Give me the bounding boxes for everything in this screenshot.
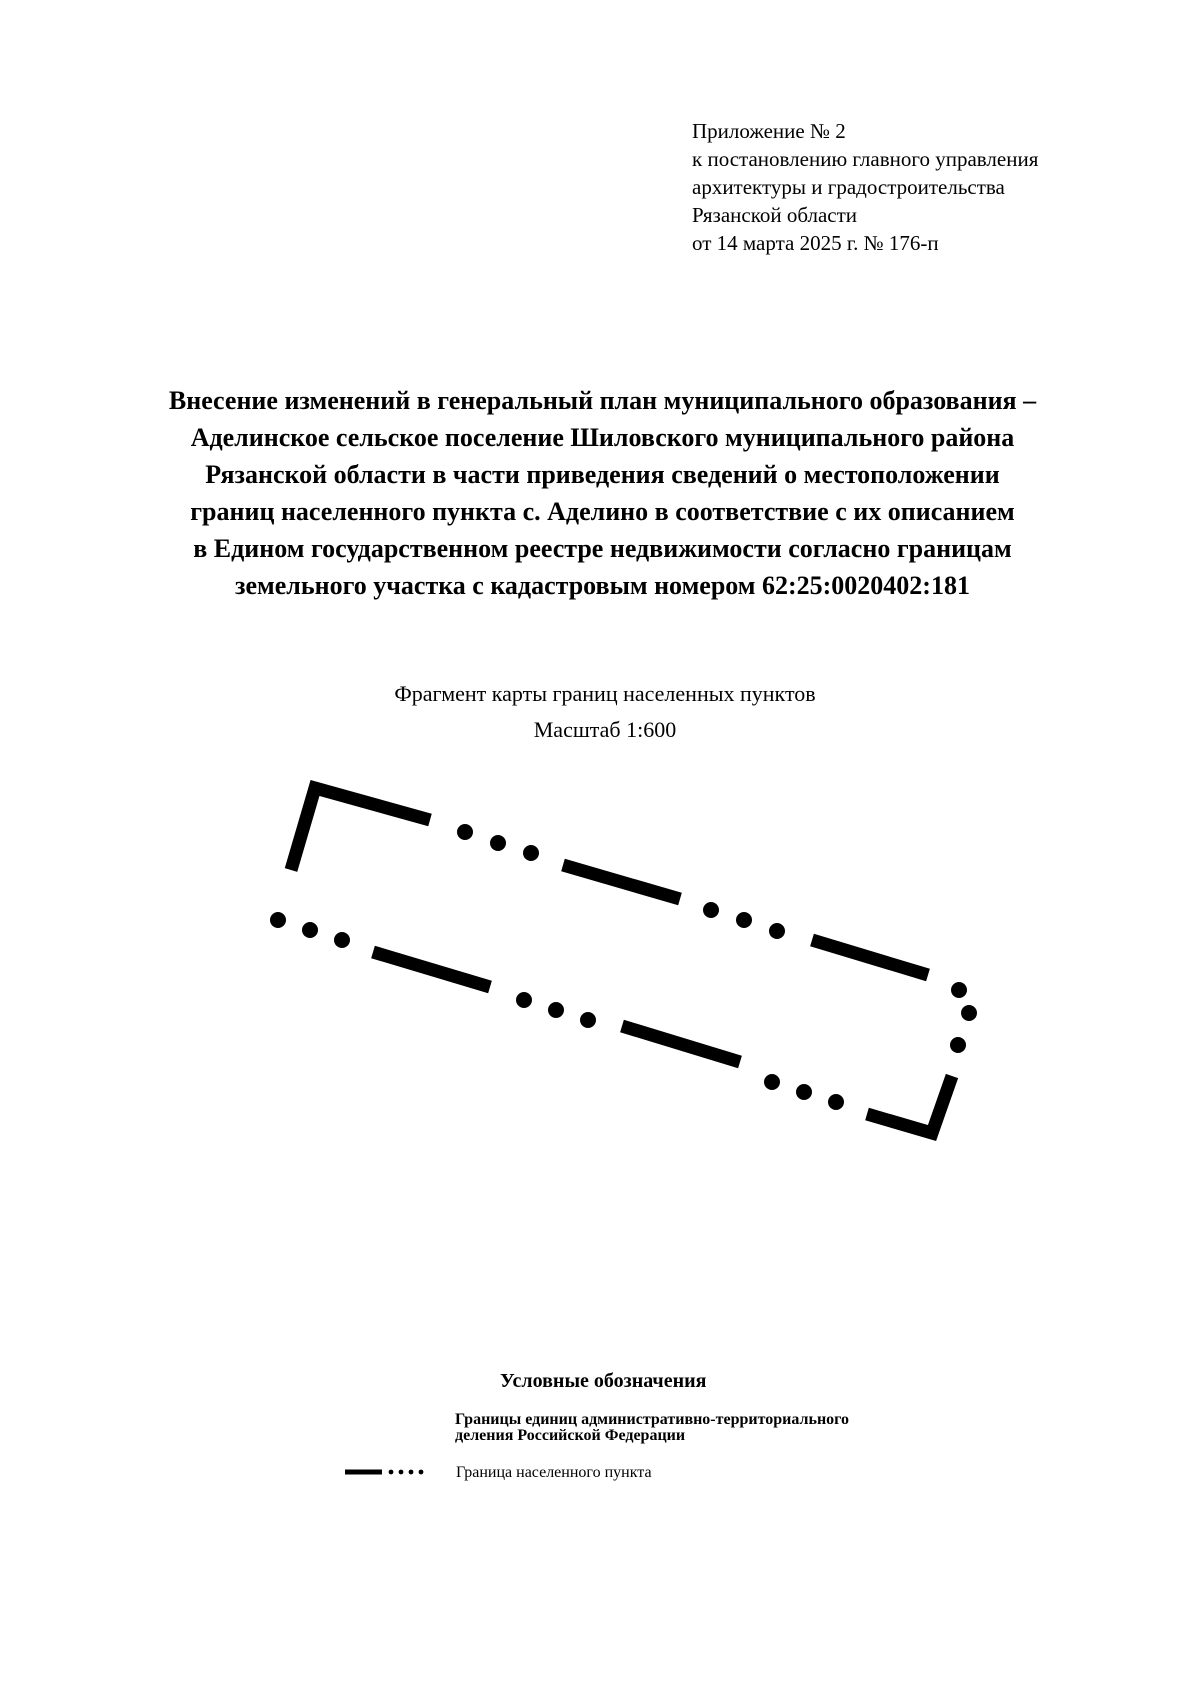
boundary-dots [270, 824, 977, 1110]
boundary-dot [796, 1084, 812, 1100]
boundary-dot [703, 902, 719, 918]
boundary-dot [764, 1074, 780, 1090]
map-caption: Фрагмент карты границ населенных пунктов [394, 681, 816, 706]
appendix-line: к постановлению главного управления [692, 147, 1039, 171]
boundary-dot [457, 824, 473, 840]
settlement-boundary-symbol [345, 1462, 445, 1482]
boundary-dot [490, 835, 506, 851]
legend-title: Условные обозначения [500, 1370, 707, 1392]
settlement-boundary [291, 788, 952, 1133]
boundary-dot [334, 932, 350, 948]
appendix-line: от 14 марта 2025 г. № 176-п [692, 231, 939, 255]
boundary-dot [580, 1012, 596, 1028]
boundary-dot [961, 1005, 977, 1021]
boundary-dot [736, 912, 752, 928]
boundary-dot [523, 845, 539, 861]
title-line: в Едином государственном реестре недвижимости согласно границам [193, 534, 1012, 563]
boundary-dash [867, 1076, 952, 1133]
legend-group-heading [455, 1412, 849, 1444]
appendix-line: архитектуры и градостроительства [692, 175, 1005, 199]
appendix-line: Приложение № 2 [692, 119, 846, 143]
boundary-dash [563, 865, 680, 899]
boundary-dot [548, 1002, 564, 1018]
title-line: границ населенного пункта с. Аделино в соответствие с их описанием [190, 497, 1015, 526]
boundary-dot [516, 992, 532, 1008]
legend-heading-line: деления Российской Федерации [455, 1427, 686, 1444]
boundary-dot [302, 922, 318, 938]
boundary-dot [950, 1037, 966, 1053]
appendix-line: Рязанской области [692, 203, 858, 227]
title-line: земельного участка с кадастровым номером 62:25:0020402:181 [235, 571, 970, 600]
legend-item-label: Граница населенного пункта [456, 1464, 652, 1481]
settlement-boundary-map [0, 760, 1200, 1180]
boundary-dash [291, 788, 430, 870]
map-caption-block [0, 676, 1200, 748]
title-line: Внесение изменений в генеральный план муниципального образования – [168, 386, 1037, 415]
boundary-dash [622, 1026, 740, 1062]
boundary-dot [270, 912, 286, 928]
boundary-dot [951, 982, 967, 998]
boundary-dot [769, 923, 785, 939]
map-scale: Масштаб 1:600 [533, 717, 677, 742]
boundary-dot [828, 1094, 844, 1110]
boundary-dash [812, 940, 928, 975]
appendix-header [692, 117, 1152, 257]
document-title [40, 382, 1165, 604]
boundary-dash [373, 952, 490, 987]
legend-heading-line: Границы единиц административно-территориального [455, 1411, 850, 1428]
title-line: Рязанской области в части приведения сведений о местоположении [205, 460, 1000, 489]
title-line: Аделинское сельское поселение Шиловского муниципального района [190, 423, 1015, 452]
